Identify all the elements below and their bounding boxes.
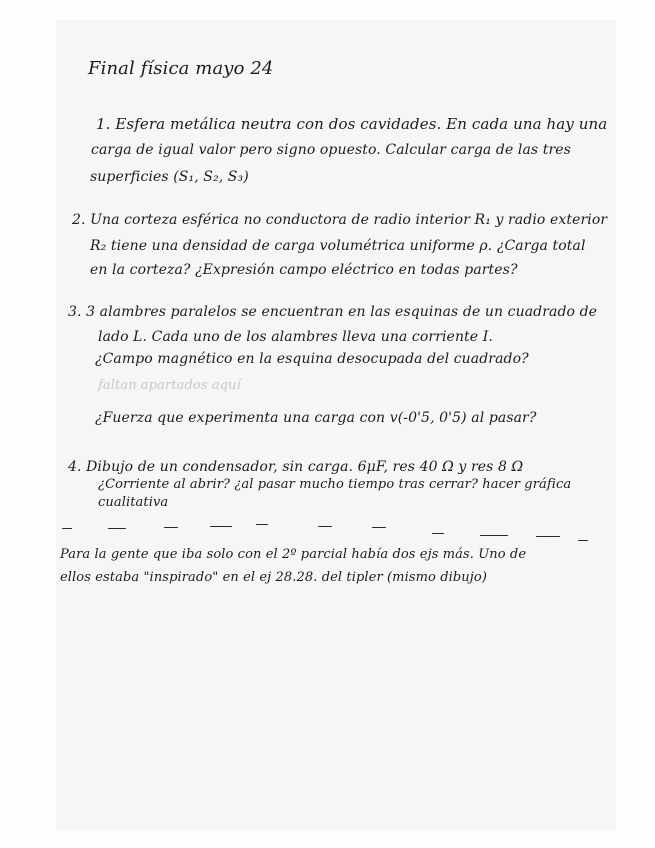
separator-dash <box>372 527 386 528</box>
separator-dash <box>578 540 588 541</box>
question-3-faint-note: faltan apartados aquí <box>98 378 241 393</box>
question-3-line-3: ¿Campo magnético en la esquina desocupada del cuadrado? <box>95 351 529 367</box>
question-4-line-3: cualitativa <box>98 495 169 510</box>
separator-dash <box>256 524 268 525</box>
question-2-line-3: en la corteza? ¿Expresión campo eléctrico en todas partes? <box>90 262 518 278</box>
separator-dash <box>210 526 232 527</box>
question-2-line-1: 2. Una corteza esférica no conductora de radio interior R₁ y radio exterior <box>72 212 608 228</box>
separator-dash <box>432 533 444 534</box>
separator-dash <box>318 526 332 527</box>
separator-dash <box>536 536 560 537</box>
question-3-line-2: lado L. Cada uno de los alambres lleva una corriente I. <box>98 329 493 345</box>
separator-dash <box>480 535 508 536</box>
footer-note-line-2: ellos estaba "inspirado" en el ej 28.28. del tipler (mismo dibujo) <box>60 570 488 585</box>
page-title: Final física mayo 24 <box>88 58 274 79</box>
question-1-line-1: 1. Esfera metálica neutra con dos cavidades. En cada una hay una <box>96 115 608 133</box>
question-4-line-1: 4. Dibujo de un condensador, sin carga. 6μF, res 40 Ω y res 8 Ω <box>68 459 524 475</box>
question-1-line-2: carga de igual valor pero signo opuesto. Calcular carga de las tres <box>91 142 571 158</box>
question-1-line-3: superficies (S₁, S₂, S₃) <box>90 169 249 185</box>
question-2-line-2: R₂ tiene una densidad de carga volumétrica uniforme ρ. ¿Carga total <box>90 238 586 254</box>
question-3-line-4: ¿Fuerza que experimenta una carga con v(-0'5, 0'5) al pasar? <box>95 410 537 426</box>
separator-dash <box>164 527 178 528</box>
separator-dash <box>62 528 72 529</box>
dashed-separator <box>60 516 620 546</box>
footer-note-line-1: Para la gente que iba solo con el 2º parcial había dos ejs más. Uno de <box>60 547 527 562</box>
separator-dash <box>108 528 126 529</box>
question-4-line-2: ¿Corriente al abrir? ¿al pasar mucho tiempo tras cerrar? hacer gráfica <box>98 477 572 492</box>
question-3-line-1: 3. 3 alambres paralelos se encuentran en las esquinas de un cuadrado de <box>68 304 598 320</box>
